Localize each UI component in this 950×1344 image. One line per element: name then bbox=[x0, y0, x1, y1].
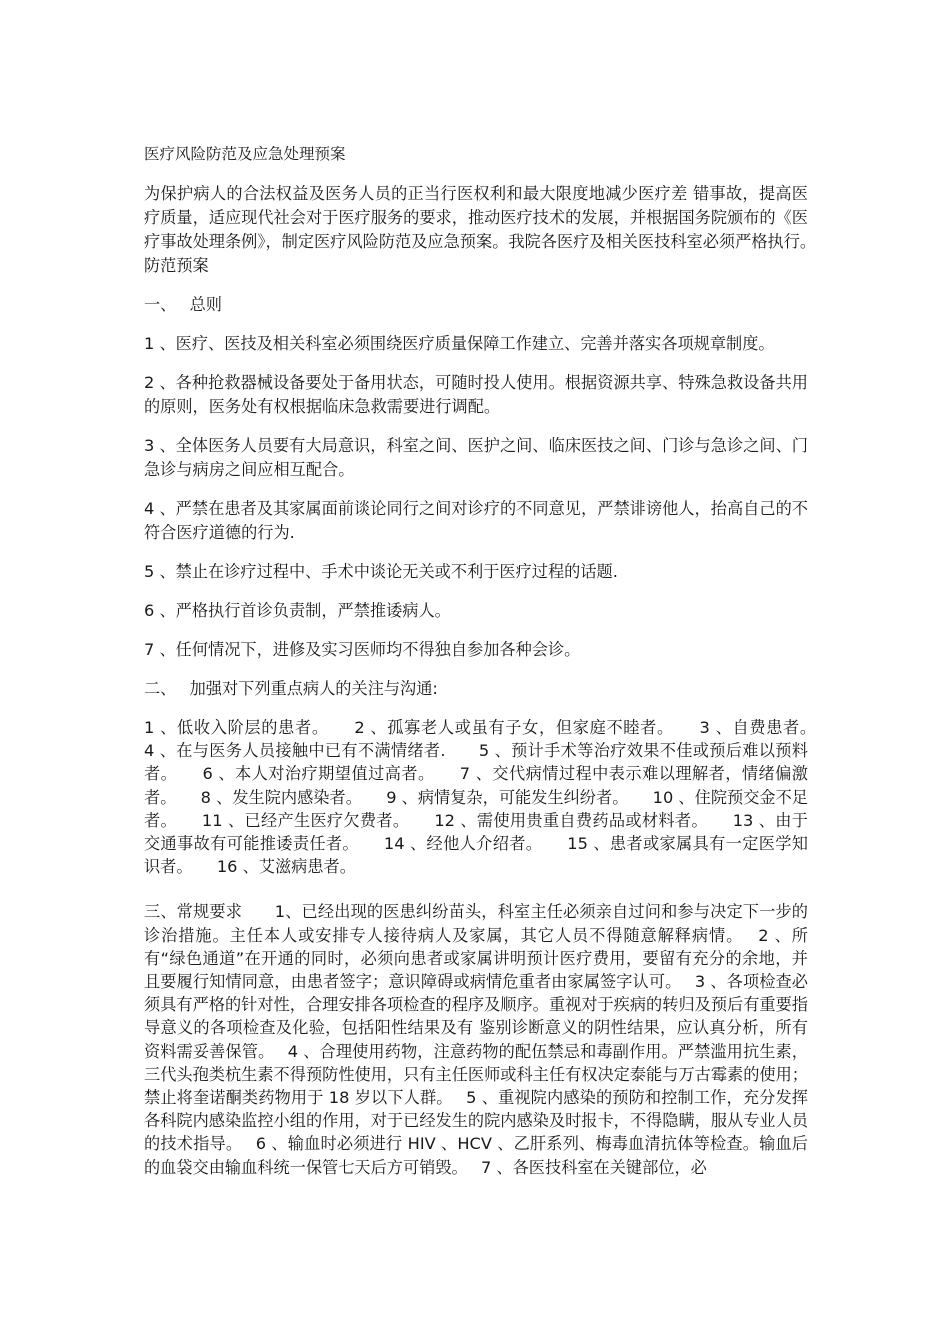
general-item-7: 7 、任何情况下，进修及实习医师均不得独自参加各种会诊。 bbox=[144, 640, 581, 659]
general-item-5: 5 、禁止在诊疗过程中、手术中谈论无关或不利于医疗过程的话题. bbox=[144, 562, 618, 581]
key-patients-paragraph: 1 、低收入阶层的患者。 2 、孤寡老人或虽有子女，但家庭不睦者。 3 、自费患者。 4 、在与医务人员接触中已有不满情绪者. 5 、预计手术等治疗效果不佳或预后难以预料者。 6 、本人对治疗期望值过高者。 7 、交代病情过程中表示难以理解者，情绪偏激者。 8 、发生院内感染者。 9 、病情复杂，可能发生纠纷者。 10 、住院预交金不足者。 11 、已经产生医疗欠费者。 12 、需使用贵重自费药品或材料者。 13 、由于交通事故有可能推诿责任者。 14 、经他人介绍者。 15 、患者或家属具有一定医学知识者。 16 、艾滋病患者。 bbox=[144, 718, 841, 877]
section-heading-general: 一、 总则 bbox=[144, 295, 222, 314]
general-item-1: 1 、医疗、医技及相关科室必须围绕医疗质量保障工作建立、完善并落实各项规章制度。 bbox=[144, 334, 775, 353]
routine-requirements-paragraph: 三、常规要求 1、已经出现的医患纠纷苗头，科室主任必须亲自过问和参与决定下一步的诊治措施。主任本人或安排专人接待病人及家属，其它人员不得随意解释病情。 2 、所有“绿色通道”在开通的同时，必须向患者或家属讲明预计医疗费用，要留有充分的余地，并且要履行知情同意，由患者签字；意识障碍或病情危重者由家属签字认可。 3 、各项检查必须具有严格的针对性，合理安排各项检查的程序及顺序。重视对于疾病的转归及预后有重要指导意义的各项检查及化验，包括阳性结果及有 鉴别诊断意义的阴性结果，应认真分析，所有资料需妥善保管。 4 、合理使用药物，注意药物的配伍禁忌和毒副作用。严禁滥用抗生素，三代头孢类杭生素不得预防性使用，只有主任医师或科主任有权决定泰能与万古霉素的使用；禁止将奎诺酮类药物用于 18 岁以下人群。 5 、重视院内感染的预防和控制工作，充分发挥各科院内感染监控小组的作用，对于已经发生的院内感染及时报卡，不得隐瞒，服从专业人员的技术指导。 6 、输血时必须进行 HIV 、HCV 、乙肝系列、梅毒血清抗体等检查。输血后的血袋交由输血科统一保管七天后方可销毁。 7 、各医技科室在关键部位，必 bbox=[144, 902, 808, 1177]
section-heading-key-patients: 二、 加强对下列重点病人的关注与沟通: bbox=[144, 679, 438, 698]
general-item-2: 2 、各种抢救器械设备要处于备用状态，可随时投人使用。根据资源共享、特殊急救设备共用的原则，医务处有权根据临床急救需要进行调配。 bbox=[144, 373, 808, 416]
intro-paragraph: 为保护病人的合法权益及医务人员的正当行医权利和最大限度地减少医疗差 错事故，提高医疗质量，适应现代社会对于医疗服务的要求，推动医疗技术的发展，并根据国务院颁布的《医疗事故处理条例》，制定医疗风险防范及应急预案。我院各医疗及相关医技科室必须严格执行。 防范预案 bbox=[144, 184, 830, 275]
document-title: 医疗风险防范及应急处理预案 bbox=[144, 145, 346, 163]
general-item-3: 3 、全体医务人员要有大局意识，科室之间、医护之间、临床医技之间、门诊与急诊之间、门急诊与病房之间应相互配合。 bbox=[144, 436, 808, 479]
general-item-6: 6 、严格执行首诊负责制，严禁推诿病人。 bbox=[144, 601, 451, 620]
document-body bbox=[144, 142, 841, 1194]
general-item-4: 4 、严禁在患者及其家属面前谈论同行之间对诊疗的不同意见，严禁诽谤他人，抬高自己的不符合医疗道德的行为. bbox=[144, 499, 808, 542]
